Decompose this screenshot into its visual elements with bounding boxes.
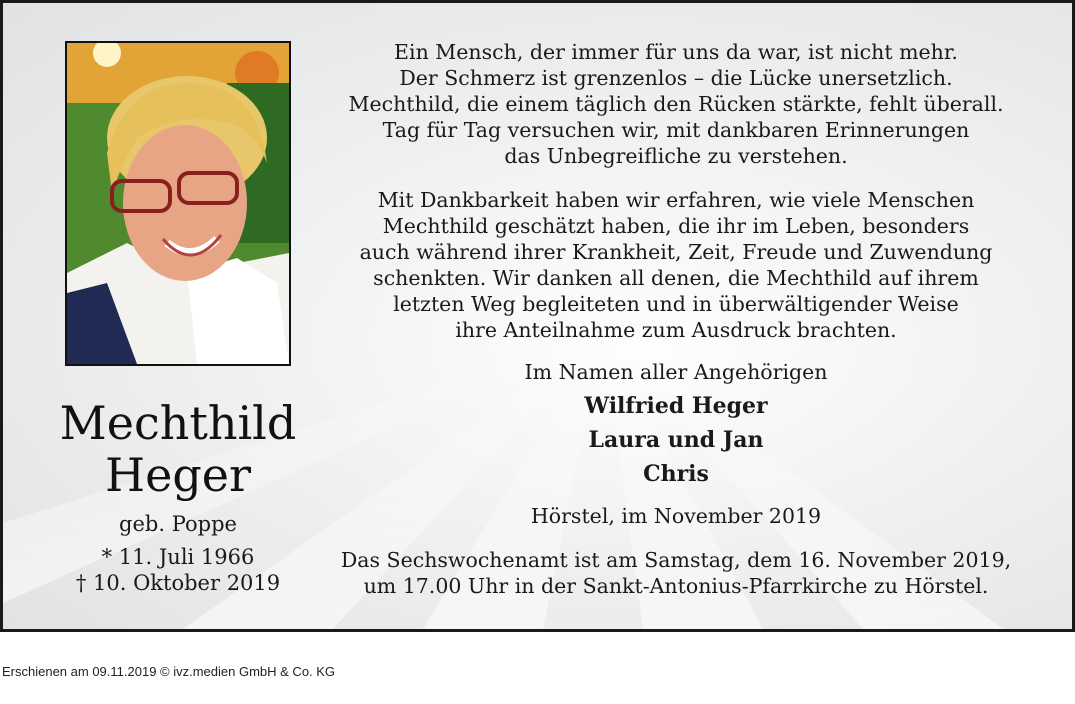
text-line: Der Schmerz ist grenzenlos – die Lücke unersetzlich. xyxy=(399,66,953,90)
deceased-last-name: Heger xyxy=(105,448,251,502)
text-line: Tag für Tag versuchen wir, mit dankbaren Erinnerungen xyxy=(382,118,970,142)
paragraph-thanks xyxy=(321,187,1031,343)
place-date: Hörstel, im November 2019 xyxy=(530,504,822,528)
mourner-name: Wilfried Heger xyxy=(584,393,768,419)
birth-date: * 11. Juli 1966 xyxy=(101,545,255,569)
portrait-photo xyxy=(65,41,291,366)
publication-credit: Erschienen am 09.11.2019 © ivz.medien GmbH & Co. KG xyxy=(2,664,336,679)
death-date: † 10. Oktober 2019 xyxy=(75,571,281,595)
text-line: Mit Dankbarkeit haben wir erfahren, wie viele Menschen xyxy=(377,188,975,212)
mourner-name: Chris xyxy=(643,461,709,487)
text-line: auch während ihrer Krankheit, Zeit, Freude und Zuwendung xyxy=(359,240,993,264)
on-behalf-line: Im Namen aller Angehörigen xyxy=(524,360,828,384)
text-line: das Unbegreifliche zu verstehen. xyxy=(504,144,848,168)
text-line: ihre Anteilnahme zum Ausdruck brachten. xyxy=(455,318,897,342)
birth-name: geb. Poppe xyxy=(119,512,237,536)
text-line: Mechthild, die einem täglich den Rücken stärkte, fehlt überall. xyxy=(348,92,1004,116)
service-announcement xyxy=(321,547,1031,599)
text-line: Mechthild geschätzt haben, die ihr im Leben, besonders xyxy=(382,214,970,238)
mourner-name: Laura und Jan xyxy=(588,427,764,453)
deceased-first-name: Mechthild xyxy=(59,396,297,450)
text-line: Das Sechswochenamt ist am Samstag, dem 16. November 2019, xyxy=(340,548,1012,572)
text-line: Ein Mensch, der immer für uns da war, ist nicht mehr. xyxy=(394,40,958,64)
text-line: um 17.00 Uhr in der Sankt-Antonius-Pfarrkirche zu Hörstel. xyxy=(363,574,989,598)
paragraph-remembrance xyxy=(321,39,1031,169)
text-line: schenkten. Wir danken all denen, die Mechthild auf ihrem xyxy=(373,266,979,290)
text-line: letzten Weg begleiteten und in überwältigender Weise xyxy=(393,292,959,316)
